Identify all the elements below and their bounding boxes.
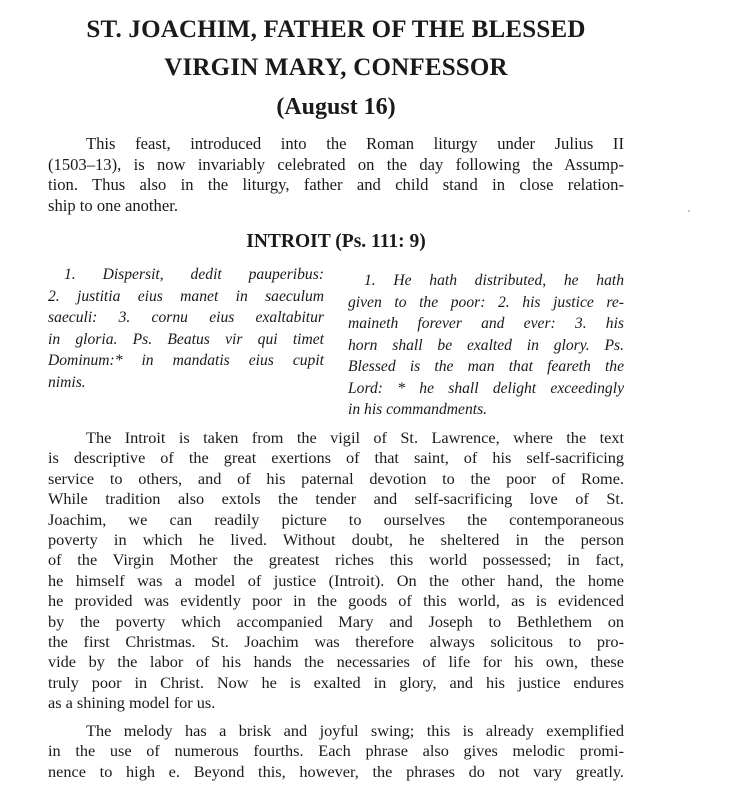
- latin-line: saeculi: 3. cornu eius exaltabitur: [48, 309, 324, 326]
- melody-line: The melody has a brisk and joyful swing; this is already exemplified: [86, 721, 624, 740]
- commentary-line: The Introit is taken from the vigil of St. Lawrence, where the text: [86, 428, 624, 447]
- commentary-line: as a shining model for us.: [48, 693, 216, 713]
- intro-line: This feast, introduced into the Roman liturgy under Julius II: [86, 134, 624, 153]
- commentary-line: poverty in which he lived. Without doubt, he sheltered in the person: [48, 530, 624, 550]
- commentary-line: by the poverty which accompanied Mary and Joseph to Bethlethem on: [48, 611, 624, 631]
- latin-line: nimis.: [48, 373, 86, 391]
- melody-line: in the use of numerous fourths. Each phrase also gives melodic promi-: [48, 741, 624, 761]
- intro-line: (1503–13), is now invariably celebrated on the day following the Assump-: [48, 154, 624, 174]
- english-line: 1. He hath distributed, he hath: [364, 272, 624, 289]
- commentary-line: service to others, and of his paternal devotion to the poor of Rome.: [48, 468, 624, 488]
- melody-line: nence to high e. Beyond this, however, the phrases do not vary greatly.: [48, 761, 624, 781]
- commentary-line: of the Virgin Mother the greatest riches this world possessed; in fact,: [48, 550, 624, 570]
- english-line: Lord: * he shall delight exceedingly: [348, 379, 624, 397]
- commentary-line: Joachim, we can readily picture to ourselves the contemporaneous: [48, 509, 624, 529]
- intro-line: tion. Thus also in the liturgy, father and child stand in close relation-: [48, 175, 624, 194]
- introit-heading: INTROIT (Ps. 111: 9): [246, 231, 426, 252]
- commentary-line: vide by the labor of his hands the necessaries of life for his own, these: [48, 652, 624, 672]
- melody-paragraph: [48, 721, 624, 782]
- latin-line: 1. Dispersit, dedit pauperibus:: [64, 266, 324, 283]
- commentary-line: truly poor in Christ. Now he is exalted in glory, and his justice endures: [48, 672, 624, 692]
- page-title-line-1: ST. JOACHIM, FATHER OF THE BLESSED: [86, 16, 586, 43]
- english-line: in his commandments.: [348, 401, 488, 418]
- commentary-line: he provided was evidently poor in the goods of this world, as is evidenced: [48, 591, 624, 611]
- commentary-line: While tradition also extols the tender and self-sacrificing love of St.: [48, 489, 624, 509]
- introit-latin-text: [48, 264, 324, 393]
- feast-date: (August 16): [276, 94, 396, 120]
- latin-line: in gloria. Ps. Beatus vir qui timet: [48, 330, 324, 348]
- english-line: given to the poor: 2. his justice re-: [348, 293, 624, 311]
- page-title-line-2: VIRGIN MARY, CONFESSOR: [164, 54, 508, 81]
- english-line: Blessed is the man that feareth the: [348, 358, 624, 375]
- intro-line: ship to one another.: [48, 195, 178, 215]
- commentary-line: is descriptive of the great exertions of that saint, of his self-sacrificing: [48, 448, 624, 468]
- intro-paragraph: [48, 134, 624, 216]
- scan-speck: [688, 210, 690, 212]
- introit-english-text: [348, 270, 624, 421]
- latin-line: Dominum:* in mandatis eius cupit: [48, 352, 324, 369]
- latin-line: 2. justitia eius manet in saeculum: [48, 287, 324, 305]
- english-line: maineth forever and ever: 3. his: [348, 315, 624, 332]
- commentary-line: he himself was a model of justice (Introit). On the other hand, the home: [48, 570, 624, 590]
- commentary-paragraph: [48, 428, 624, 714]
- english-line: horn shall be exalted in glory. Ps.: [348, 336, 624, 354]
- commentary-line: the first Christmas. St. Joachim was therefore always solicitous to pro-: [48, 632, 624, 652]
